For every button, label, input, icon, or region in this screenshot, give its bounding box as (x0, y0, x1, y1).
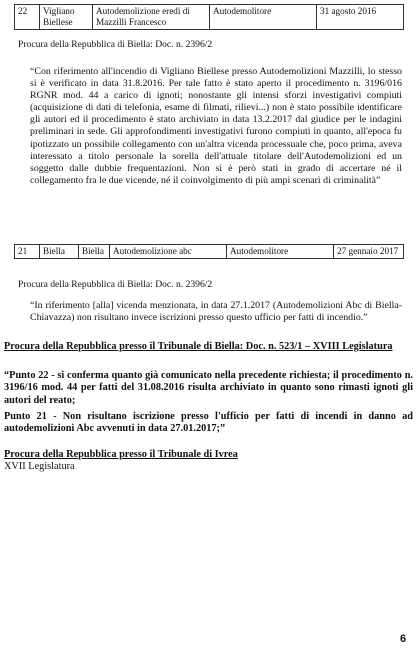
quote-paragraph: “In riferimento [alla] vicenda menzionata, in data 27.1.2017 (Autodemolizioni Abc di Biella-Chiavazza) non risultano invece iscrizioni presso questo ufficio per fatti di incendio.” (30, 300, 402, 324)
record-company: Autodemolizione abc (110, 245, 227, 259)
record-city: Biella (40, 245, 79, 259)
record-type: Autodemolitore (227, 245, 334, 259)
record-table-22 (14, 4, 404, 30)
body-paragraph: “Punto 22 - si conferma quanto già comunicato nella precedente richiesta; il procedimento n. 3196/16 mod. 44 per fatti del 31.08.2016 risulta archiviato in quanto sono rimasti ignoti gli autori del reato; (4, 370, 413, 406)
section-subheading: XVII Legislatura (4, 461, 75, 472)
source-citation: Procura della Repubblica di Biella: Doc. n. 2396/2 (18, 279, 213, 290)
record-date: 31 agosto 2016 (317, 5, 404, 30)
source-citation: Procura della Repubblica di Biella: Doc. n. 2396/2 (18, 39, 213, 50)
table-row (15, 245, 404, 259)
record-table-21 (14, 244, 404, 259)
quote-paragraph: “Con riferimento all'incendio di Vigliano Biellese presso Autodemolizioni Mazzilli, lo stesso si è verificato in data 31.8.2016. Per tale fatto è stato aperto il procedimento n. 3196/016 RGNR mod. 44 a carico di ignoti; nonostante gli intensi sforzi investigativi compiuti (acquisizione di dati di telefonia, esame di filmati, rilievi...) non è stato possibile identificare gli autori ed il procedimento è stato archiviato in data 13.2.2017 dal giudice per le indagini preliminari in sede. Gli approfondimenti investigativi furono compiuti in quanto, all'epoca fu ipotizzato un possibile collegamento con un'altra vicenda processuale che, poco prima, aveva interessato a titolo personale la sorella dell'attuale titolare dell'Autodemolizioni ed un soggetto dalle dubbie frequentazioni. Non si è però stati in grado di accertare né il collegamento fra le due vicende, né il coinvolgimento di più ampi scenari di criminalità” (30, 66, 402, 186)
record-place: Vigliano Biellese (40, 5, 93, 30)
record-date: 27 gennaio 2017 (334, 245, 404, 259)
section-heading: Procura della Repubblica presso il Tribunale di Ivrea (4, 449, 238, 460)
section-heading: Procura della Repubblica presso il Tribunale di Biella: Doc. n. 523/1 – XVIII Legislatura (4, 341, 393, 352)
page-number: 6 (400, 633, 407, 645)
table-row (15, 5, 404, 30)
record-type: Autodemolitore (210, 5, 317, 30)
record-number: 21 (15, 245, 40, 259)
record-number: 22 (15, 5, 40, 30)
body-paragraph: Punto 21 - Non risultano iscrizione presso l'ufficio per fatti di incendi in danno ad autodemolizioni Abc avvenuti in data 27.01.2017;” (4, 411, 413, 435)
record-place: Biella (79, 245, 110, 259)
record-company: Autodemolizione eredi di Mazzilli Francesco (93, 5, 210, 30)
